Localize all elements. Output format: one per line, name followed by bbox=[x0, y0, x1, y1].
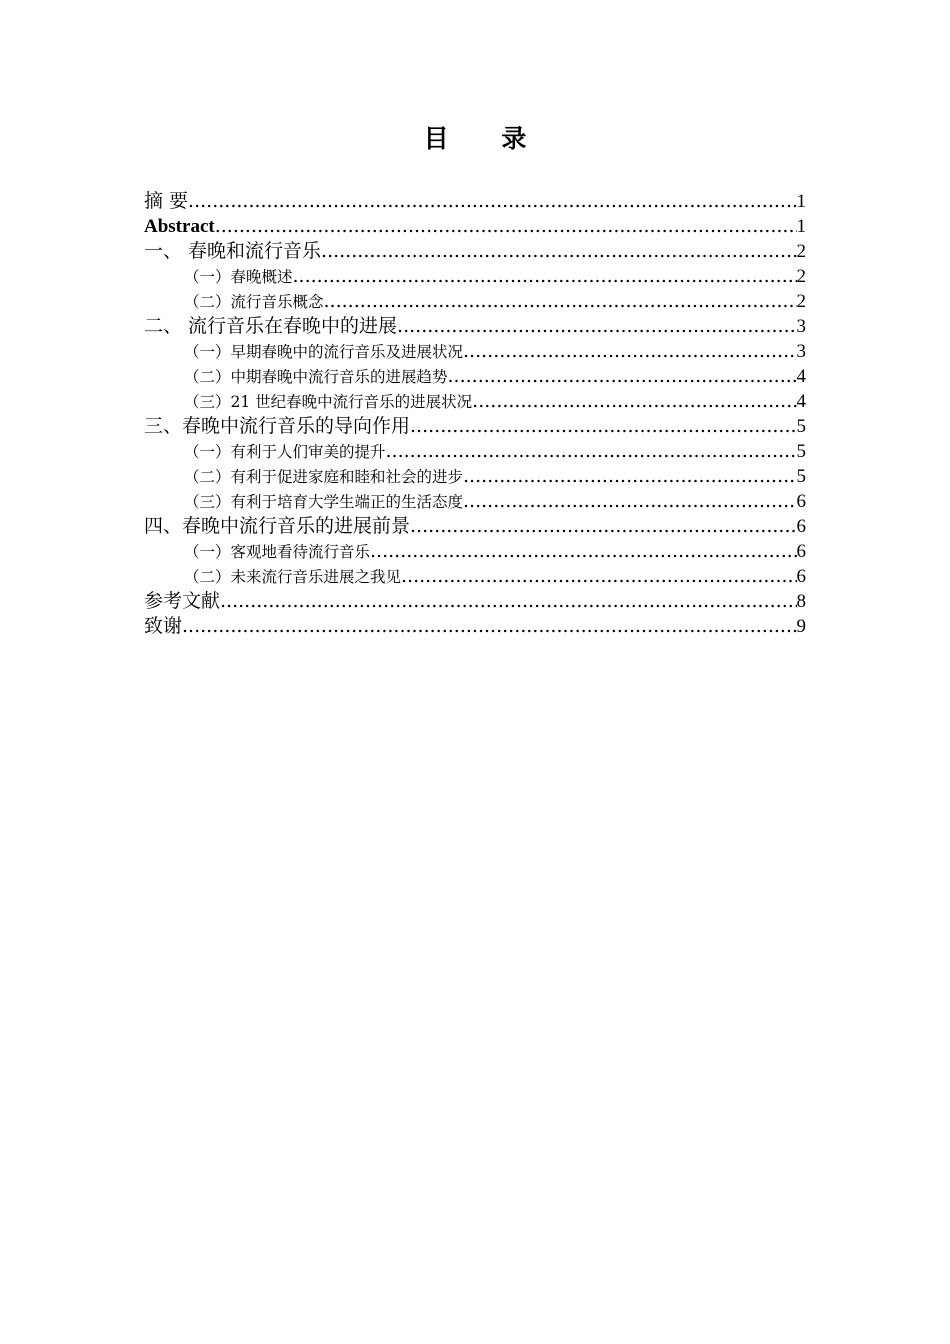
toc-entry-page: 8 bbox=[796, 591, 806, 612]
toc-leader-dots bbox=[463, 489, 796, 514]
toc-entry-page: 4 bbox=[796, 391, 806, 412]
toc-entry-label: （一）有利于人们审美的提升 bbox=[184, 443, 386, 461]
toc-entry-abstract-cn[interactable] bbox=[144, 189, 806, 214]
toc-entry-label: （一）春晚概述 bbox=[184, 268, 293, 286]
toc-leader-dots bbox=[397, 314, 796, 339]
toc-leader-dots bbox=[463, 339, 796, 364]
toc-entry-chapter-4[interactable] bbox=[144, 514, 806, 539]
toc-entry-section-1-2[interactable] bbox=[144, 289, 806, 314]
toc-entry-page: 4 bbox=[796, 366, 806, 387]
toc-entry-page: 5 bbox=[796, 441, 806, 462]
toc-entry-section-2-3[interactable] bbox=[144, 389, 806, 414]
toc-leader-dots bbox=[410, 514, 796, 539]
toc-entry-section-4-1[interactable] bbox=[144, 539, 806, 564]
toc-entry-page: 2 bbox=[796, 241, 806, 262]
toc-entry-chapter-1[interactable] bbox=[144, 239, 806, 264]
toc-entry-page: 3 bbox=[796, 316, 806, 337]
toc-entry-label: Abstract bbox=[144, 216, 215, 237]
toc-entry-page: 1 bbox=[796, 191, 806, 212]
toc-entry-abstract-en[interactable] bbox=[144, 214, 806, 239]
toc-entry-page: 3 bbox=[796, 341, 806, 362]
toc-entry-section-4-2[interactable] bbox=[144, 564, 806, 589]
toc-entry-label: （一）早期春晚中的流行音乐及进展状况 bbox=[184, 343, 464, 361]
toc-entry-section-3-2[interactable] bbox=[144, 464, 806, 489]
toc-leader-dots bbox=[324, 289, 797, 314]
toc-entry-page: 9 bbox=[796, 616, 806, 637]
toc-entry-section-2-1[interactable] bbox=[144, 339, 806, 364]
toc-entry-page: 6 bbox=[796, 491, 806, 512]
toc-leader-dots bbox=[401, 564, 796, 589]
toc-entry-label: （二）有利于促进家庭和睦和社会的进步 bbox=[184, 468, 464, 486]
toc-leader-dots bbox=[293, 264, 797, 289]
toc-entry-label: （三）21 世纪春晚中流行音乐的进展状况 bbox=[184, 393, 473, 411]
toc-entry-label: 致谢 bbox=[144, 615, 183, 637]
toc-leader-dots bbox=[215, 214, 797, 239]
toc-leader-dots bbox=[448, 364, 797, 389]
toc-leader-dots bbox=[386, 439, 797, 464]
toc-entry-label: 四、春晚中流行音乐的进展前景 bbox=[144, 515, 411, 537]
toc-entry-chapter-2[interactable] bbox=[144, 314, 806, 339]
toc-entry-label: （一）客观地看待流行音乐 bbox=[184, 543, 371, 561]
toc-leader-dots bbox=[220, 589, 796, 614]
toc-entry-section-3-1[interactable] bbox=[144, 439, 806, 464]
toc-entry-acknowledgements[interactable] bbox=[144, 614, 806, 639]
toc-leader-dots bbox=[182, 614, 796, 639]
toc-entry-label: 参考文献 bbox=[144, 590, 221, 612]
toc-leader-dots bbox=[370, 539, 796, 564]
toc-entry-label: （三）有利于培育大学生端正的生活态度 bbox=[184, 493, 464, 511]
toc-entry-references[interactable] bbox=[144, 589, 806, 614]
toc-leader-dots bbox=[472, 389, 796, 414]
toc-entry-chapter-3[interactable] bbox=[144, 414, 806, 439]
toc-title: 目 录 bbox=[423, 124, 549, 153]
toc-entry-label: 摘 要 bbox=[144, 190, 189, 212]
toc-entry-section-2-2[interactable] bbox=[144, 364, 806, 389]
toc-leader-dots bbox=[463, 464, 796, 489]
toc-entry-page: 6 bbox=[796, 516, 806, 537]
toc-leader-dots bbox=[188, 189, 796, 214]
toc-entry-label: （二）流行音乐概念 bbox=[184, 293, 324, 311]
toc-entry-page: 2 bbox=[796, 291, 806, 312]
toc-entry-section-1-1[interactable] bbox=[144, 264, 806, 289]
toc-entry-page: 2 bbox=[796, 266, 806, 287]
toc-entry-page: 5 bbox=[796, 416, 806, 437]
toc-entry-label: 一、 春晚和流行音乐 bbox=[144, 240, 322, 262]
toc-leader-dots bbox=[321, 239, 796, 264]
toc-entry-label: （二）未来流行音乐进展之我见 bbox=[184, 568, 402, 586]
toc-entry-label: 二、 流行音乐在春晚中的进展 bbox=[144, 315, 398, 337]
toc-entry-label: （二）中期春晚中流行音乐的进展趋势 bbox=[184, 368, 448, 386]
toc-entry-page: 1 bbox=[796, 216, 806, 237]
toc-entry-section-3-3[interactable] bbox=[144, 489, 806, 514]
toc-entry-page: 6 bbox=[796, 566, 806, 587]
toc-entry-page: 5 bbox=[796, 466, 806, 487]
table-of-contents bbox=[144, 189, 806, 639]
toc-leader-dots bbox=[410, 414, 796, 439]
toc-entry-label: 三、春晚中流行音乐的导向作用 bbox=[144, 415, 411, 437]
toc-entry-page: 6 bbox=[796, 541, 806, 562]
